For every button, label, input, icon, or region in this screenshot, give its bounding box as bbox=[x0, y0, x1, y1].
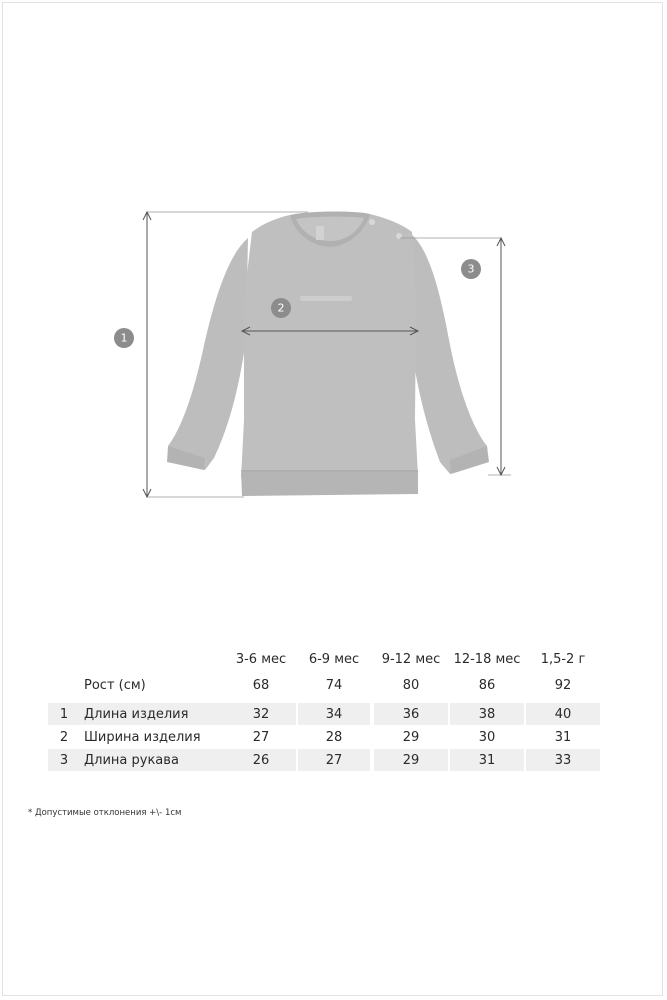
table-cell: 40 bbox=[526, 703, 600, 725]
table-row bbox=[48, 703, 600, 725]
table-row bbox=[48, 749, 600, 771]
size-header: 3-6 мес bbox=[235, 651, 287, 667]
table-cell: 68 bbox=[252, 677, 270, 693]
row-label: Длина рукава bbox=[80, 749, 226, 771]
row-number: 3 bbox=[48, 749, 80, 771]
size-header: 6-9 мес bbox=[308, 651, 360, 667]
tolerance-footnote: * Допустимые отклонения +\- 1см bbox=[28, 808, 182, 818]
table-header-row bbox=[48, 650, 600, 668]
size-header: 9-12 мес bbox=[381, 651, 441, 667]
row-number: 2 bbox=[59, 729, 69, 745]
table-cell: 34 bbox=[298, 703, 370, 725]
table-cell: 31 bbox=[554, 729, 572, 745]
table-cell: 31 bbox=[450, 749, 524, 771]
table-cell: 29 bbox=[374, 749, 448, 771]
size-header: 12-18 мес bbox=[453, 651, 521, 667]
table-cell: 74 bbox=[325, 677, 343, 693]
size-table bbox=[48, 650, 600, 772]
table-cell: 92 bbox=[554, 677, 572, 693]
table-cell: 80 bbox=[402, 677, 420, 693]
table-cell: 26 bbox=[226, 749, 296, 771]
svg-text:2: 2 bbox=[277, 301, 285, 315]
marker-3 bbox=[461, 259, 481, 279]
svg-text:1: 1 bbox=[120, 331, 128, 345]
row-label: Ширина изделия bbox=[84, 729, 201, 745]
table-cell: 86 bbox=[478, 677, 496, 693]
row-number: 1 bbox=[48, 703, 80, 725]
table-cell: 32 bbox=[226, 703, 296, 725]
row-label: Длина изделия bbox=[80, 703, 226, 725]
height-row bbox=[48, 674, 600, 696]
table-cell: 27 bbox=[252, 729, 270, 745]
marker-1 bbox=[114, 328, 134, 348]
table-cell: 38 bbox=[450, 703, 524, 725]
table-row bbox=[48, 726, 600, 748]
svg-text:3: 3 bbox=[467, 262, 475, 276]
row-label: Рост (см) bbox=[84, 677, 146, 693]
sweatshirt-figure bbox=[167, 211, 489, 496]
table-cell: 30 bbox=[478, 729, 496, 745]
table-cell: 36 bbox=[374, 703, 448, 725]
size-header: 1,5-2 г bbox=[540, 651, 586, 667]
table-cell: 29 bbox=[402, 729, 420, 745]
table-cell: 27 bbox=[298, 749, 370, 771]
table-cell: 28 bbox=[325, 729, 343, 745]
table-cell: 33 bbox=[526, 749, 600, 771]
marker-2 bbox=[271, 298, 291, 318]
